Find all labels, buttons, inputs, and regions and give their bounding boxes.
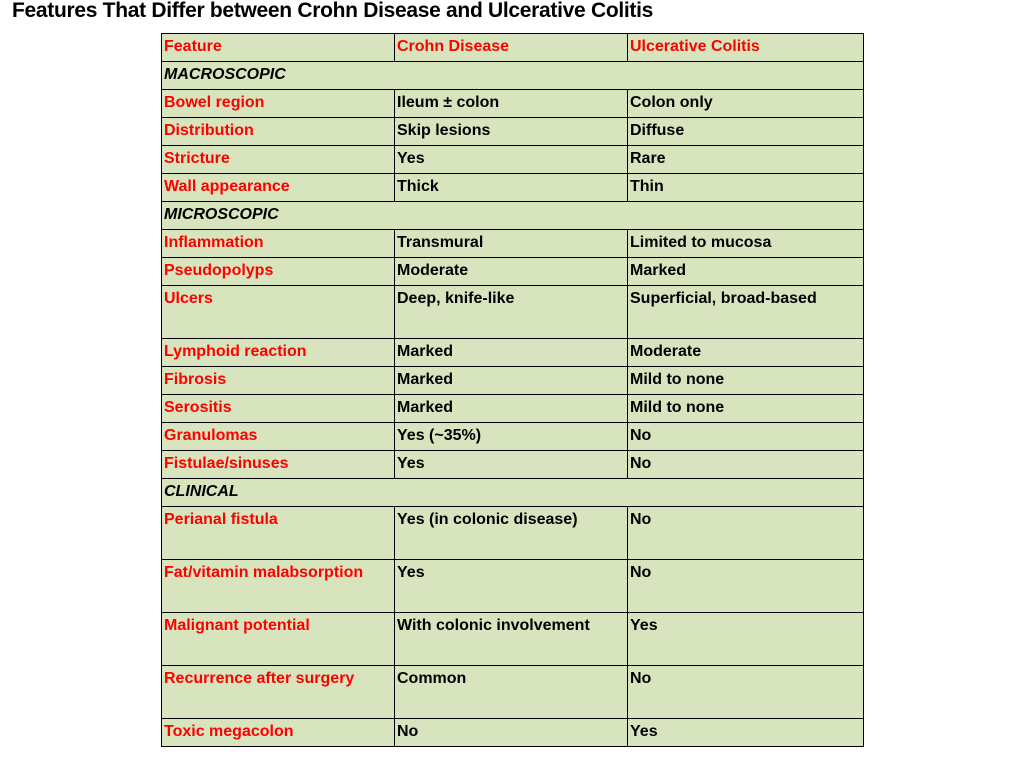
uc-cell: No	[628, 560, 864, 613]
crohn-cell: Marked	[395, 395, 628, 423]
comparison-table	[161, 33, 864, 747]
uc-cell: Mild to none	[628, 395, 864, 423]
table-row	[162, 286, 864, 339]
table-row	[162, 507, 864, 560]
crohn-cell: Yes (~35%)	[395, 423, 628, 451]
table-row	[162, 451, 864, 479]
table-row	[162, 146, 864, 174]
uc-cell: Limited to mucosa	[628, 230, 864, 258]
uc-cell: Yes	[628, 719, 864, 747]
table-row	[162, 174, 864, 202]
crohn-cell: Yes	[395, 560, 628, 613]
crohn-cell: Transmural	[395, 230, 628, 258]
header-ulcerative-colitis: Ulcerative Colitis	[628, 34, 864, 62]
table-row	[162, 423, 864, 451]
section-row-macroscopic	[162, 62, 864, 90]
crohn-cell: Marked	[395, 367, 628, 395]
uc-cell: Yes	[628, 613, 864, 666]
table-row	[162, 395, 864, 423]
header-feature: Feature	[162, 34, 395, 62]
uc-cell: No	[628, 451, 864, 479]
table-row	[162, 90, 864, 118]
table-row	[162, 339, 864, 367]
crohn-cell: No	[395, 719, 628, 747]
section-label: CLINICAL	[162, 479, 864, 507]
table-row	[162, 258, 864, 286]
section-label: MACROSCOPIC	[162, 62, 864, 90]
feature-cell: Inflammation	[162, 230, 395, 258]
crohn-cell: Marked	[395, 339, 628, 367]
feature-cell: Granulomas	[162, 423, 395, 451]
feature-cell: Ulcers	[162, 286, 395, 339]
uc-cell: Thin	[628, 174, 864, 202]
feature-cell: Lymphoid reaction	[162, 339, 395, 367]
uc-cell: No	[628, 423, 864, 451]
page-title: Features That Differ between Crohn Disease and Ulcerative Colitis	[12, 0, 654, 22]
table-row	[162, 118, 864, 146]
section-row-microscopic	[162, 202, 864, 230]
feature-cell: Toxic megacolon	[162, 719, 395, 747]
uc-cell: Diffuse	[628, 118, 864, 146]
table-row	[162, 367, 864, 395]
feature-cell: Wall appearance	[162, 174, 395, 202]
uc-cell: No	[628, 507, 864, 560]
header-row	[162, 34, 864, 62]
uc-cell: Superficial, broad-based	[628, 286, 864, 339]
feature-cell: Perianal fistula	[162, 507, 395, 560]
crohn-cell: Yes	[395, 146, 628, 174]
crohn-cell: Yes	[395, 451, 628, 479]
feature-cell: Bowel region	[162, 90, 395, 118]
crohn-cell: Moderate	[395, 258, 628, 286]
uc-cell: Rare	[628, 146, 864, 174]
uc-cell: Moderate	[628, 339, 864, 367]
uc-cell: No	[628, 666, 864, 719]
feature-cell: Fistulae/sinuses	[162, 451, 395, 479]
feature-cell: Fat/vitamin malabsorption	[162, 560, 395, 613]
section-label: MICROSCOPIC	[162, 202, 864, 230]
table-row	[162, 719, 864, 747]
uc-cell: Colon only	[628, 90, 864, 118]
crohn-cell: Thick	[395, 174, 628, 202]
crohn-cell: Skip lesions	[395, 118, 628, 146]
crohn-cell: With colonic involvement	[395, 613, 628, 666]
table-row	[162, 613, 864, 666]
uc-cell: Marked	[628, 258, 864, 286]
table-row	[162, 560, 864, 613]
crohn-cell: Yes (in colonic disease)	[395, 507, 628, 560]
crohn-cell: Common	[395, 666, 628, 719]
crohn-cell: Ileum ± colon	[395, 90, 628, 118]
feature-cell: Stricture	[162, 146, 395, 174]
table-row	[162, 230, 864, 258]
feature-cell: Recurrence after surgery	[162, 666, 395, 719]
uc-cell: Mild to none	[628, 367, 864, 395]
section-row-clinical	[162, 479, 864, 507]
feature-cell: Malignant potential	[162, 613, 395, 666]
header-crohn-disease: Crohn Disease	[395, 34, 628, 62]
feature-cell: Pseudopolyps	[162, 258, 395, 286]
crohn-cell: Deep, knife-like	[395, 286, 628, 339]
feature-cell: Fibrosis	[162, 367, 395, 395]
feature-cell: Distribution	[162, 118, 395, 146]
feature-cell: Serositis	[162, 395, 395, 423]
table-row	[162, 666, 864, 719]
